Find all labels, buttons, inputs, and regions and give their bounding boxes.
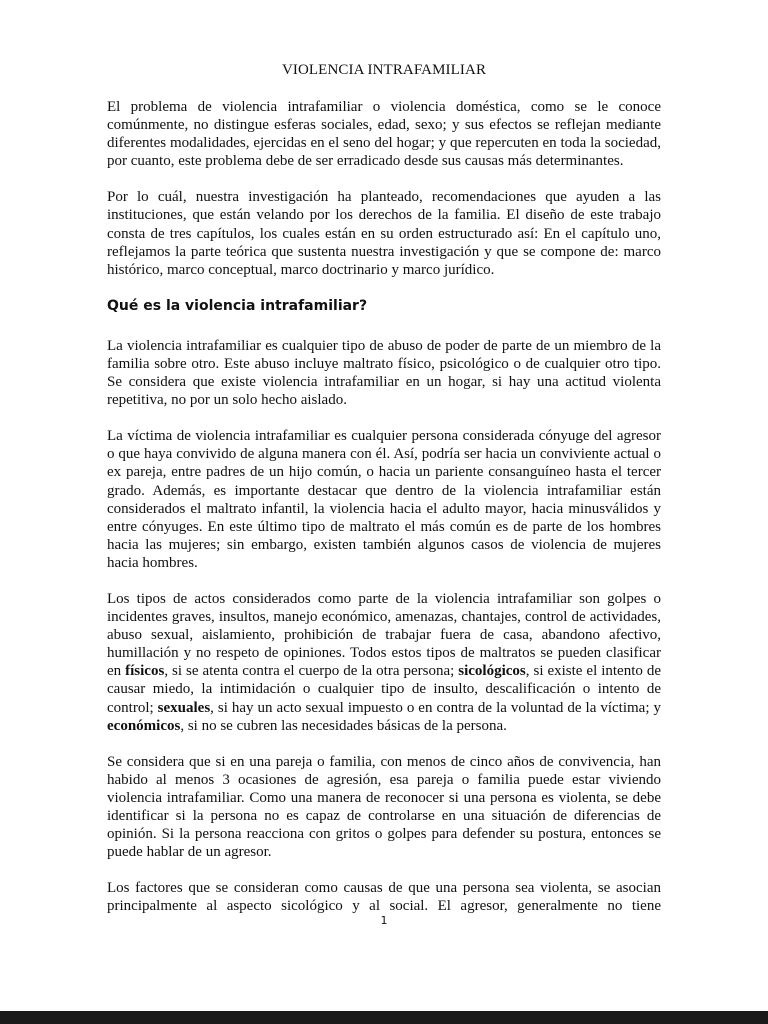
intro-paragraph-2: Por lo cuál, nuestra investigación ha planteado, recomendaciones que ayuden a las instituciones, que están velando por los derechos de la familia. El diseño de este trabajo consta de tres capítulos, los cuales están en su orden estructurado así: En el capítulo uno, reflejamos la parte teórica que sustenta nuestra investigación y que se compone de: marco histórico, marco conceptual, marco doctrinario y marco jurídico. bbox=[107, 189, 661, 278]
document-body bbox=[107, 61, 661, 933]
intro-paragraph-1: El problema de violencia intrafamiliar o violencia doméstica, como se le conoce comúnmente, no distingue esferas sociales, edad, sexo; y sus efectos se reflejan mediante diferentes modalidades, ejercidas en el seno del hogar; y que repercuten en toda la sociedad, por cuanto, este problema debe de ser erradicado desde sus causas más determinantes. bbox=[107, 99, 661, 170]
types-text-4: , si hay un acto sexual impuesto o en contra de la voluntad de la víctima; y bbox=[210, 699, 661, 716]
viewer-bottom-bar bbox=[0, 1011, 768, 1024]
page-number: 1 bbox=[380, 914, 388, 927]
types-text-3: , si existe el intento de causar miedo, la intimidación o cualquier tipo de insulto, descalificación o intento de control; bbox=[107, 663, 661, 716]
victim-paragraph: La víctima de violencia intrafamiliar es cualquier persona considerada cónyuge del agresor o que haya convivido de alguna manera con él. Así, podría ser hacia un conviviente actual o ex pareja, entre padres de un hijo común, o hacia un pariente consanguíneo hasta el tercer grado. Además, es importante destacar que dentro de la violencia intrafamiliar están considerados el maltrato infantil, la violencia hacia el adulto mayor, hacia minusválidos y entre cónyuges. En este último tipo de maltrato el más común es de parte de los hombres hacia las mujeres; sin embargo, existen también algunos casos de violencia de mujeres hacia hombres. bbox=[107, 428, 661, 571]
types-text-1: Los tipos de actos considerados como parte de la violencia intrafamiliar son golpes o incidentes graves, insultos, manejo económico, amenazas, chantajes, control de actividades, abuso sexual, aislamiento, prohibición de trabajar fuera de casa, abandono afectivo, humillación y no respeto de opiniones. Todos estos tipos de maltratos se pueden clasificar en bbox=[107, 590, 661, 680]
definition-paragraph: La violencia intrafamiliar es cualquier tipo de abuso de poder de parte de un miembro de la familia sobre otro. Este abuso incluye maltrato físico, psicológico o de cualquier otro tipo. Se considera que existe violencia intrafamiliar en un hogar, si hay una actitud violenta repetitiva, no por un solo hecho aislado. bbox=[107, 337, 661, 409]
type-psychological: sicológicos bbox=[458, 663, 526, 680]
types-paragraph bbox=[107, 590, 661, 735]
types-text-2: , si se atenta contra el cuerpo de la otra persona; bbox=[164, 663, 459, 680]
type-sexual: sexuales bbox=[157, 699, 211, 716]
type-physical: físicos bbox=[125, 663, 165, 680]
factors-paragraph: Los factores que se consideran como causas de que una persona sea violenta, se asocian principalmente al aspecto sicológico y al social. El agresor, generalmente no tiene bbox=[107, 880, 661, 915]
section-heading: Qué es la violencia intrafamiliar? bbox=[107, 297, 368, 314]
couple-paragraph: Se considera que si en una pareja o familia, con menos de cinco años de convivencia, han habido al menos 3 ocasiones de agresión, esa pareja o familia puede estar viviendo violencia intrafamiliar. Como una manera de reconocer si una persona es violenta, se debe identificar si la persona no es capaz de controlarse en una situación de diferencias de opinión. Si la persona reacciona con gritos o golpes para defender su postura, entonces se puede hablar de un agresor. bbox=[107, 753, 661, 861]
types-text-5: , si no se cubren las necesidades básicas de la persona. bbox=[180, 717, 507, 734]
type-economic: económicos bbox=[107, 717, 181, 734]
document-title: VIOLENCIA INTRAFAMILIAR bbox=[281, 62, 487, 78]
